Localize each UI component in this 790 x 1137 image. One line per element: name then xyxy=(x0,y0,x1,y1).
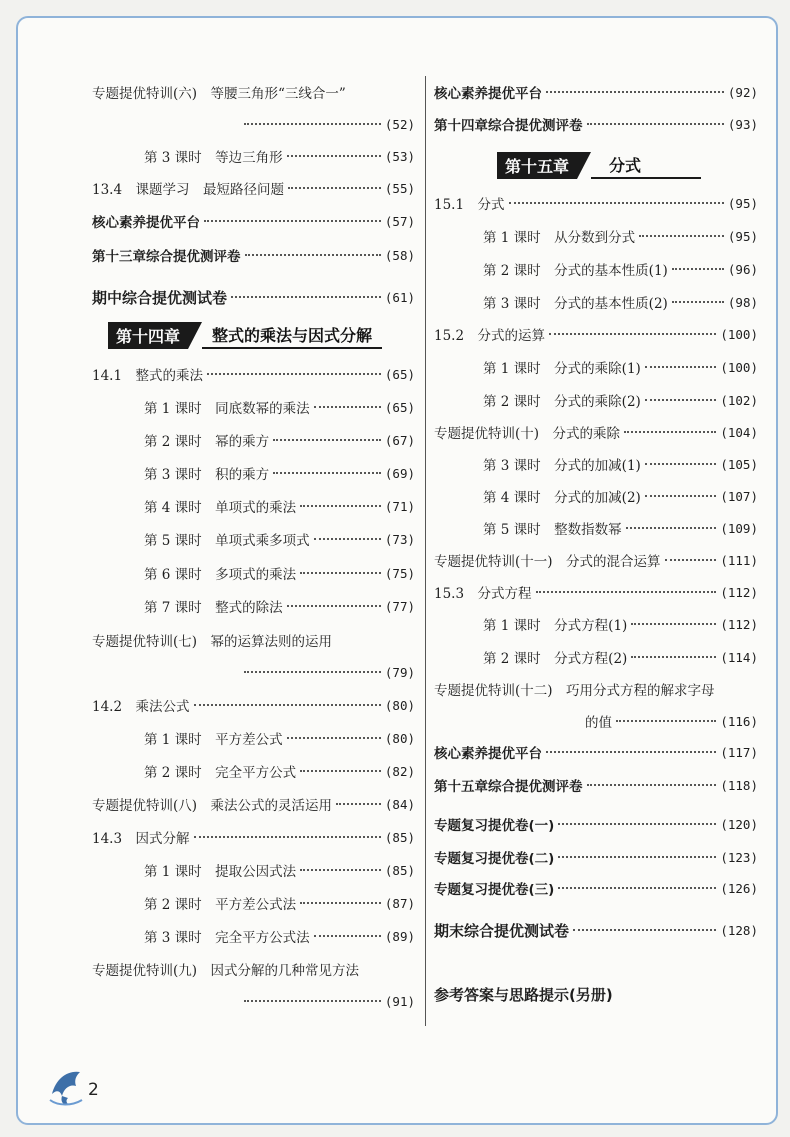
leader-dots xyxy=(300,902,381,904)
leader-dots xyxy=(244,1000,381,1002)
leader-dots xyxy=(245,254,381,256)
toc-entry xyxy=(483,355,758,379)
toc-entry xyxy=(92,80,346,104)
toc-entry-title: 第 1 课时 分式方程(1) xyxy=(483,618,628,634)
leader-dots xyxy=(314,538,381,540)
leader-dots xyxy=(672,268,724,270)
toc-entry-page: (57) xyxy=(384,213,415,229)
toc-entry-title: 14.1 整式的乘法 xyxy=(92,368,204,384)
toc-entry-title: 专题提优特训(十二) 巧用分式方程的解求字母 xyxy=(434,683,715,699)
toc-entry-title: 核心素养提优平台 xyxy=(434,86,542,102)
toc-entry-title: 参考答案与思路提示(另册) xyxy=(434,985,613,1004)
toc-entry xyxy=(483,484,758,508)
toc-entry xyxy=(434,322,758,346)
leader-dots xyxy=(631,656,716,658)
leader-dots xyxy=(287,155,381,157)
toc-entry-page: (85) xyxy=(384,829,415,845)
toc-entry-page: (69) xyxy=(384,465,415,481)
toc-entry-page: (109) xyxy=(720,520,758,536)
toc-entry-title: 专题提优特训(十) 分式的乘除 xyxy=(434,426,621,442)
leader-dots xyxy=(645,495,717,497)
toc-entry-page: (77) xyxy=(384,598,415,614)
leader-dots xyxy=(273,439,381,441)
toc-entry-page: (118) xyxy=(720,777,758,793)
toc-entry-page: (128) xyxy=(720,922,758,938)
toc-entry-title: 第 3 课时 分式的加减(1) xyxy=(483,458,641,474)
leader-dots xyxy=(546,91,724,93)
toc-entry xyxy=(144,924,415,948)
toc-entry-page: (107) xyxy=(720,488,758,504)
toc-entry xyxy=(434,812,758,836)
toc-entry xyxy=(240,660,415,684)
toc-entry-title: 专题提优特训(九) 因式分解的几种常见方法 xyxy=(92,963,360,979)
toc-entry xyxy=(434,845,758,869)
toc-entry-page: (95) xyxy=(727,228,758,244)
toc-entry xyxy=(92,209,415,233)
toc-entry xyxy=(434,80,758,104)
column-divider xyxy=(425,76,426,1026)
toc-entry-page: (111) xyxy=(720,552,758,568)
toc-entry-title: 第 1 课时 平方差公式 xyxy=(144,732,283,748)
leader-dots xyxy=(244,123,381,125)
toc-entry-title: 专题提优特训(十一) 分式的混合运算 xyxy=(434,554,661,570)
chapter-14-title: 整式的乘法与因式分解 xyxy=(202,322,382,349)
toc-entry-page: (91) xyxy=(384,993,415,1009)
toc-entry xyxy=(434,740,758,764)
toc-entry xyxy=(144,428,415,452)
toc-entry-title: 第 1 课时 从分数到分式 xyxy=(483,230,636,246)
toc-entry-page: (114) xyxy=(720,649,758,665)
leader-dots xyxy=(300,869,381,871)
toc-entry xyxy=(92,176,415,200)
leader-dots xyxy=(665,559,717,561)
leader-dots xyxy=(207,373,381,375)
leader-dots xyxy=(624,431,716,433)
leader-dots xyxy=(626,527,717,529)
toc-entry-page: (123) xyxy=(720,849,758,865)
toc-entry-title: 第 3 课时 等边三角形 xyxy=(144,150,283,166)
toc-entry xyxy=(144,494,415,518)
leader-dots xyxy=(546,751,716,753)
toc-entry xyxy=(144,858,415,882)
toc-entry-title: 的值 xyxy=(585,715,612,731)
toc-entry-title: 15.3 分式方程 xyxy=(434,586,532,602)
toc-entry-page: (116) xyxy=(720,713,758,729)
toc-entry-title: 第 3 课时 积的乘方 xyxy=(144,467,270,483)
toc-entry-title: 第 1 课时 提取公因式法 xyxy=(144,864,297,880)
toc-entry xyxy=(92,825,415,849)
toc-entry-title: 专题复习提优卷(一) xyxy=(434,818,555,834)
toc-entry-title: 15.1 分式 xyxy=(434,197,505,213)
toc-entry xyxy=(144,726,415,750)
leader-dots xyxy=(300,572,381,574)
toc-entry xyxy=(434,420,758,444)
toc-entry-title: 14.2 乘法公式 xyxy=(92,699,190,715)
leader-dots xyxy=(645,366,717,368)
toc-entry xyxy=(434,773,758,797)
leader-dots xyxy=(587,784,717,786)
toc-entry xyxy=(434,548,758,572)
toc-entry xyxy=(434,112,758,136)
toc-entry xyxy=(144,395,415,419)
toc-entry-page: (112) xyxy=(720,584,758,600)
toc-entry-page: (52) xyxy=(384,116,415,132)
toc-entry-page: (102) xyxy=(720,392,758,408)
toc-entry-page: (98) xyxy=(727,294,758,310)
leader-dots xyxy=(639,235,724,237)
toc-entry-page: (65) xyxy=(384,399,415,415)
toc-entry xyxy=(434,918,758,942)
toc-entry-title: 14.3 因式分解 xyxy=(92,831,190,847)
leader-dots xyxy=(573,929,716,931)
toc-entry-title: 第十五章综合提优测评卷 xyxy=(434,779,583,795)
toc-entry-page: (120) xyxy=(720,816,758,832)
toc-entry-title: 第十四章综合提优测评卷 xyxy=(434,118,583,134)
toc-entry-title: 第 2 课时 分式方程(2) xyxy=(483,651,628,667)
leader-dots xyxy=(287,737,381,739)
leader-dots xyxy=(336,803,381,805)
toc-entry-title: 第 3 课时 完全平方公式法 xyxy=(144,930,310,946)
toc-entry xyxy=(483,645,758,669)
toc-entry xyxy=(92,285,415,309)
leader-dots xyxy=(549,333,716,335)
toc-entry-page: (65) xyxy=(384,366,415,382)
leader-dots xyxy=(631,623,716,625)
toc-entry xyxy=(240,989,415,1013)
toc-entry-page: (61) xyxy=(384,289,415,305)
toc-entry-page: (117) xyxy=(720,744,758,760)
toc-entry-page: (53) xyxy=(384,148,415,164)
toc-entry-page: (100) xyxy=(720,326,758,342)
toc-entry-page: (87) xyxy=(384,895,415,911)
leader-dots xyxy=(616,720,716,722)
toc-entry xyxy=(483,224,758,248)
toc-entry-title: 第 4 课时 分式的加减(2) xyxy=(483,490,641,506)
toc-entry xyxy=(585,709,758,733)
toc-entry-title: 专题复习提优卷(二) xyxy=(434,851,555,867)
toc-entry-page: (82) xyxy=(384,763,415,779)
toc-entry-page: (112) xyxy=(720,616,758,632)
toc-entry-page: (58) xyxy=(384,247,415,263)
toc-entry-title: 第 2 课时 分式的乘除(2) xyxy=(483,394,641,410)
leader-dots xyxy=(645,463,717,465)
leader-dots xyxy=(300,770,381,772)
leader-dots xyxy=(194,836,381,838)
chapter-15-title: 分式 xyxy=(591,152,701,179)
leader-dots xyxy=(204,220,381,222)
toc-entry xyxy=(483,290,758,314)
toc-entry xyxy=(434,876,758,900)
leader-dots xyxy=(509,202,724,204)
toc-entry xyxy=(144,461,415,485)
toc-entry-page: (105) xyxy=(720,456,758,472)
toc-entry-title: 13.4 课题学习 最短路径问题 xyxy=(92,182,285,198)
leader-dots xyxy=(194,704,381,706)
toc-entry-title: 核心素养提优平台 xyxy=(92,215,200,231)
toc-entry xyxy=(92,628,332,652)
toc-entry xyxy=(434,982,613,1006)
toc-entry-page: (84) xyxy=(384,796,415,812)
toc-entry xyxy=(144,891,415,915)
chapter-15-label: 第十五章 xyxy=(497,152,577,179)
leader-dots xyxy=(645,399,717,401)
toc-entry-title: 第 6 课时 多项式的乘法 xyxy=(144,567,297,583)
toc-entry xyxy=(144,527,415,551)
toc-entry-title: 第 5 课时 单项式乘多项式 xyxy=(144,533,310,549)
toc-entry-title: 第 4 课时 单项式的乘法 xyxy=(144,500,297,516)
toc-entry-title: 期末综合提优测试卷 xyxy=(434,921,570,940)
toc-entry xyxy=(92,957,359,981)
toc-entry xyxy=(92,792,415,816)
toc-entry xyxy=(483,452,758,476)
toc-entry-title: 第 1 课时 分式的乘除(1) xyxy=(483,361,641,377)
leader-dots xyxy=(287,605,381,607)
leader-dots xyxy=(231,296,381,298)
toc-entry-title: 第 1 课时 同底数幂的乘法 xyxy=(144,401,310,417)
toc-entry xyxy=(483,612,758,636)
leader-dots xyxy=(314,935,381,937)
toc-entry xyxy=(483,257,758,281)
toc-entry-title: 核心素养提优平台 xyxy=(434,746,542,762)
toc-entry-page: (73) xyxy=(384,531,415,547)
toc-entry xyxy=(483,388,758,412)
toc-entry-page: (80) xyxy=(384,730,415,746)
toc-entry xyxy=(144,144,415,168)
toc-entry-page: (92) xyxy=(727,84,758,100)
leader-dots xyxy=(244,671,381,673)
toc-entry-title: 专题提优特训(六) 等腰三角形“三线合一” xyxy=(92,86,346,102)
toc-entry-title: 专题提优特训(八) 乘法公式的灵活运用 xyxy=(92,798,333,814)
toc-entry xyxy=(144,561,415,585)
leader-dots xyxy=(558,856,716,858)
toc-entry-page: (100) xyxy=(720,359,758,375)
leader-dots xyxy=(273,472,381,474)
toc-entry-page: (104) xyxy=(720,424,758,440)
toc-entry-page: (89) xyxy=(384,928,415,944)
toc-entry-title: 第 2 课时 分式的基本性质(1) xyxy=(483,263,668,279)
toc-entry xyxy=(92,693,415,717)
toc-entry-title: 专题复习提优卷(三) xyxy=(434,882,555,898)
toc-entry-title: 第 3 课时 分式的基本性质(2) xyxy=(483,296,668,312)
toc-entry-page: (95) xyxy=(727,195,758,211)
dolphin-logo-icon xyxy=(46,1060,86,1108)
leader-dots xyxy=(587,123,724,125)
leader-dots xyxy=(300,505,381,507)
toc-entry xyxy=(240,112,415,136)
toc-entry xyxy=(483,516,758,540)
toc-entry-title: 专题提优特训(七) 幂的运算法则的运用 xyxy=(92,634,333,650)
toc-entry-page: (80) xyxy=(384,697,415,713)
toc-entry-page: (67) xyxy=(384,432,415,448)
leader-dots xyxy=(314,406,381,408)
toc-entry-title: 第 2 课时 平方差公式法 xyxy=(144,897,297,913)
leader-dots xyxy=(558,887,716,889)
toc-entry xyxy=(434,191,758,215)
toc-entry xyxy=(92,243,415,267)
toc-entry-title: 第 7 课时 整式的除法 xyxy=(144,600,283,616)
toc-entry-page: (55) xyxy=(384,180,415,196)
chapter-14-label: 第十四章 xyxy=(108,322,188,349)
leader-dots xyxy=(288,187,381,189)
leader-dots xyxy=(672,301,724,303)
toc-entry-title: 第 2 课时 幂的乘方 xyxy=(144,434,270,450)
toc-entry-page: (93) xyxy=(727,116,758,132)
toc-entry-title: 15.2 分式的运算 xyxy=(434,328,546,344)
toc-entry xyxy=(92,362,415,386)
leader-dots xyxy=(558,823,716,825)
toc-entry-title: 第十三章综合提优测评卷 xyxy=(92,249,241,265)
toc-entry-page: (96) xyxy=(727,261,758,277)
toc-entry-page: (126) xyxy=(720,880,758,896)
chapter-14-heading xyxy=(108,322,382,349)
toc-entry xyxy=(434,580,758,604)
leader-dots xyxy=(536,591,717,593)
toc-entry xyxy=(144,594,415,618)
toc-entry xyxy=(144,759,415,783)
toc-entry-page: (71) xyxy=(384,498,415,514)
toc-entry-title: 期中综合提优测试卷 xyxy=(92,288,228,307)
toc-entry-title: 第 2 课时 完全平方公式 xyxy=(144,765,297,781)
toc-entry-page: (75) xyxy=(384,565,415,581)
toc-entry-title: 第 5 课时 整数指数幂 xyxy=(483,522,622,538)
toc-entry-page: (85) xyxy=(384,862,415,878)
toc-entry-page: (79) xyxy=(384,664,415,680)
page-number: 2 xyxy=(88,1080,99,1100)
toc-entry xyxy=(434,677,715,701)
chapter-15-heading xyxy=(497,152,701,179)
